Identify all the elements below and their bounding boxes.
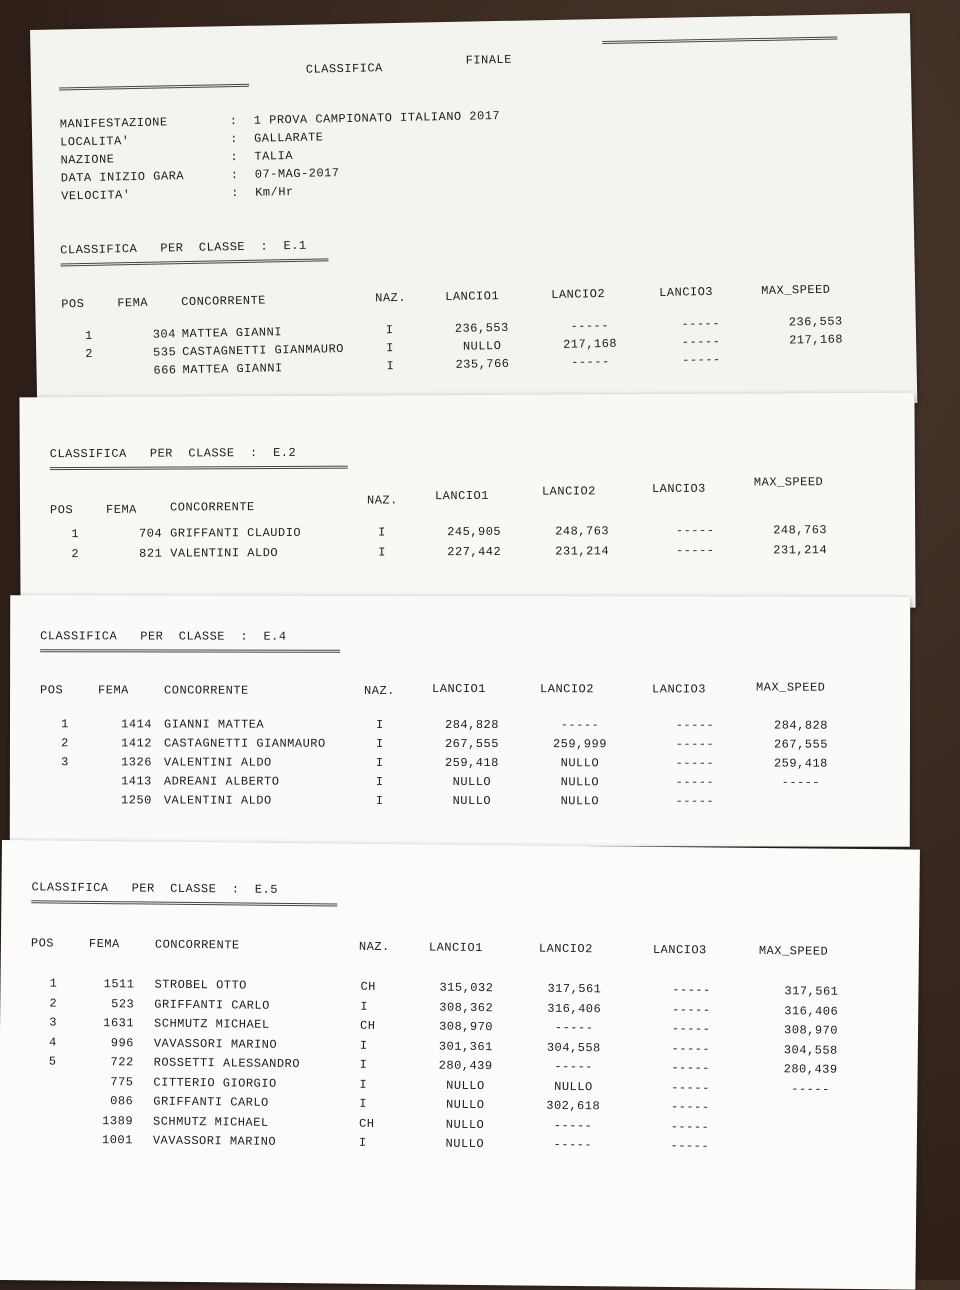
row-fema: 722 (90, 1055, 134, 1069)
row-max-speed: 284,828 (756, 719, 846, 733)
row-naz: I (376, 737, 384, 751)
row-concorrente: VAVASSORI MARINO (154, 1036, 277, 1051)
row-fema: 1631 (90, 1016, 134, 1030)
row-concorrente: VALENTINI ALDO (170, 546, 278, 561)
col-lancio2: LANCIO2 (539, 942, 593, 957)
row-lancio1: 236,553 (442, 321, 522, 337)
row-lancio1: NULLO (425, 1117, 505, 1132)
col-max-speed: MAX_SPEED (754, 475, 823, 489)
row-concorrente: CASTAGNETTI GIANMAURO (182, 342, 344, 359)
row-lancio2: 302,618 (533, 1099, 613, 1114)
row-pos: 1 (58, 717, 72, 731)
row-lancio1: NULLO (442, 339, 522, 355)
row-max-speed (765, 1121, 855, 1122)
row-lancio2: ----- (533, 1138, 613, 1153)
row-fema: 775 (89, 1074, 133, 1088)
row-concorrente: GRIFFANTI CLAUDIO (170, 526, 301, 541)
row-concorrente: VALENTINI ALDO (164, 793, 272, 807)
row-max-speed: 267,555 (756, 738, 846, 752)
row-lancio1: NULLO (425, 1136, 505, 1151)
row-fema: 821 (118, 547, 162, 561)
row-naz: I (376, 794, 384, 808)
row-max-speed: 317,561 (766, 984, 856, 999)
row-lancio3: ----- (660, 756, 730, 770)
row-lancio2: 317,561 (534, 982, 614, 997)
row-lancio3: ----- (660, 737, 730, 751)
header-title-right: FINALE (466, 53, 512, 68)
row-concorrente: CITTERIO GIORGIO (153, 1075, 276, 1090)
row-max-speed: ----- (765, 1082, 855, 1097)
row-lancio3: ----- (656, 1002, 726, 1017)
field-label-manifestazione: MANIFESTAZIONE (60, 115, 168, 131)
row-lancio3: ----- (660, 544, 730, 558)
col-concorrente: CONCORRENTE (181, 294, 266, 310)
row-lancio1: 308,362 (426, 1000, 506, 1015)
row-lancio3: ----- (656, 1041, 726, 1056)
row-fema: 996 (90, 1035, 134, 1049)
row-naz: I (359, 1097, 367, 1111)
row-fema: 666 (132, 363, 176, 378)
class-title-rule (40, 649, 340, 656)
col-concorrente: CONCORRENTE (164, 683, 249, 697)
row-naz: CH (359, 1116, 375, 1130)
field-label-velocita: VELOCITA' (61, 188, 131, 203)
row-max-speed (765, 1101, 855, 1102)
header-rule-right (602, 37, 837, 48)
field-colon: : (230, 150, 238, 164)
results-sheet-e2 (19, 393, 915, 613)
row-lancio3: ----- (666, 352, 736, 367)
class-rows (30, 13, 910, 30)
row-lancio1: NULLO (425, 1078, 505, 1093)
row-lancio3: ----- (656, 983, 726, 998)
row-naz: I (376, 775, 384, 789)
row-lancio2: ----- (534, 1021, 614, 1036)
row-naz: I (376, 756, 384, 770)
row-pos: 4 (46, 1035, 60, 1049)
col-fema: FEMA (98, 683, 129, 697)
row-max-speed: ----- (756, 776, 846, 790)
col-naz: NAZ. (367, 493, 398, 507)
row-max-speed: 280,439 (766, 1062, 856, 1077)
col-pos: POS (61, 297, 84, 311)
row-lancio3: ----- (660, 718, 730, 732)
row-pos: 2 (58, 736, 72, 750)
row-pos: 2 (68, 547, 82, 561)
col-lancio2: LANCIO2 (540, 682, 594, 696)
class-title: CLASSIFICA PER CLASSE : E.1 (60, 239, 307, 258)
row-lancio1: 267,555 (432, 737, 512, 751)
field-colon: : (231, 186, 239, 200)
class-title-rule (50, 466, 348, 474)
row-lancio3: ----- (655, 1100, 725, 1115)
col-lancio1: LANCIO1 (432, 682, 486, 696)
row-max-speed: 308,970 (766, 1023, 856, 1038)
row-naz: I (360, 999, 368, 1013)
col-fema: FEMA (117, 296, 148, 311)
col-lancio1: LANCIO1 (445, 289, 499, 304)
row-max-speed: 316,406 (766, 1004, 856, 1019)
row-fema: 1326 (108, 755, 152, 769)
row-naz: I (386, 341, 394, 355)
row-lancio2: 304,558 (534, 1040, 614, 1055)
row-fema: 1413 (108, 774, 152, 788)
row-max-speed (765, 1140, 855, 1141)
col-pos: POS (40, 683, 63, 697)
row-naz: CH (360, 980, 376, 994)
row-lancio3: ----- (655, 1139, 725, 1154)
row-lancio2: NULLO (540, 794, 620, 808)
row-concorrente: GIANNI MATTEA (164, 717, 264, 731)
results-sheet-e1 (30, 13, 917, 420)
row-lancio2: 259,999 (540, 737, 620, 751)
field-colon: : (230, 132, 238, 146)
col-fema: FEMA (89, 937, 120, 951)
row-lancio3: ----- (660, 524, 730, 538)
row-lancio2: ----- (534, 1060, 614, 1075)
col-lancio3: LANCIO3 (659, 285, 713, 300)
row-max-speed: 304,558 (766, 1043, 856, 1058)
row-lancio3: ----- (660, 794, 730, 808)
row-naz: CH (360, 1019, 376, 1033)
col-lancio2: LANCIO2 (551, 287, 605, 302)
row-naz: I (360, 1058, 368, 1072)
results-sheet-e5 (0, 840, 920, 1290)
row-naz: I (360, 1038, 368, 1052)
row-pos: 1 (82, 329, 96, 343)
row-naz: I (359, 1077, 367, 1091)
row-lancio1: 284,828 (432, 718, 512, 732)
col-concorrente: CONCORRENTE (170, 500, 255, 514)
row-lancio2: 231,214 (542, 544, 622, 558)
field-label-nazione: NAZIONE (60, 152, 114, 167)
col-lancio3: LANCIO3 (652, 682, 706, 696)
col-lancio1: LANCIO1 (429, 940, 483, 955)
col-naz: NAZ. (359, 940, 390, 954)
col-max-speed: MAX_SPEED (761, 283, 831, 298)
row-lancio2: NULLO (540, 775, 620, 789)
row-concorrente: STROBEL OTTO (154, 978, 247, 993)
row-max-speed: 231,214 (755, 543, 845, 557)
row-lancio2: NULLO (533, 1079, 613, 1094)
row-lancio1: NULLO (432, 775, 512, 789)
row-pos: 3 (58, 755, 72, 769)
col-max-speed: MAX_SPEED (759, 944, 828, 959)
field-value-nazione: TALIA (254, 149, 293, 164)
row-concorrente: ADREANI ALBERTO (164, 774, 280, 788)
row-lancio3: ----- (656, 1022, 726, 1037)
field-value-localita: GALLARATE (254, 130, 324, 145)
row-pos: 2 (82, 347, 96, 361)
class-title: CLASSIFICA PER CLASSE : E.2 (50, 446, 297, 461)
row-naz: I (386, 323, 394, 337)
row-lancio3: ----- (655, 1119, 725, 1134)
row-lancio2: 316,406 (534, 1001, 614, 1016)
row-lancio3: ----- (666, 335, 736, 350)
row-lancio3: ----- (666, 317, 736, 332)
row-pos: 1 (46, 976, 60, 990)
row-lancio1: 301,361 (426, 1039, 506, 1054)
col-concorrente: CONCORRENTE (155, 938, 240, 953)
row-lancio1: 259,418 (432, 756, 512, 770)
row-fema: 1389 (89, 1113, 133, 1127)
row-concorrente: MATTEA GIANNI (182, 361, 282, 377)
row-lancio1: 227,442 (434, 545, 514, 559)
col-naz: NAZ. (364, 684, 395, 698)
header-title-left: CLASSIFICA (306, 61, 383, 76)
row-lancio1: 235,766 (442, 357, 522, 373)
row-concorrente: VALENTINI ALDO (164, 755, 272, 769)
row-fema: 1414 (108, 717, 152, 731)
row-lancio2: 217,168 (550, 337, 630, 353)
results-sheet-e4 (10, 595, 910, 847)
row-naz: I (359, 1136, 367, 1150)
col-pos: POS (50, 503, 73, 517)
class-title-rule (60, 258, 328, 269)
row-fema: 1412 (108, 736, 152, 750)
row-naz: I (378, 525, 386, 539)
col-max-speed: MAX_SPEED (756, 681, 825, 695)
header-rule-left (59, 84, 249, 94)
row-pos: 3 (46, 1015, 60, 1029)
row-fema: 535 (132, 345, 176, 360)
row-lancio3: ----- (656, 1061, 726, 1076)
row-concorrente: SCHMUTZ MICHAEL (154, 1017, 270, 1032)
row-pos: 1 (68, 527, 82, 541)
row-concorrente: SCHMUTZ MICHAEL (153, 1114, 269, 1129)
class-title: CLASSIFICA PER CLASSE : E.4 (40, 629, 286, 643)
row-lancio1: 280,439 (426, 1058, 506, 1073)
row-fema: 523 (90, 996, 134, 1010)
row-max-speed (771, 350, 861, 352)
row-pos: 2 (46, 996, 60, 1010)
row-naz: I (386, 359, 394, 373)
col-lancio3: LANCIO3 (653, 943, 707, 958)
row-lancio1: NULLO (432, 794, 512, 808)
row-fema: 304 (132, 327, 176, 342)
row-concorrente: CASTAGNETTI GIANMAURO (164, 736, 326, 750)
row-max-speed: 248,763 (755, 523, 845, 537)
row-lancio2: NULLO (540, 756, 620, 770)
field-value-velocita: Km/Hr (255, 185, 294, 200)
field-value-manifestazione: 1 PROVA CAMPIONATO ITALIANO 2017 (254, 109, 501, 128)
row-concorrente: GRIFFANTI CARLO (154, 997, 270, 1012)
row-lancio2: ----- (550, 319, 630, 335)
col-lancio2: LANCIO2 (542, 484, 596, 498)
row-lancio1: 308,970 (426, 1019, 506, 1034)
row-fema: 086 (89, 1094, 133, 1108)
row-max-speed: 236,553 (771, 314, 861, 330)
row-max-speed: 259,418 (756, 757, 846, 771)
field-colon: : (230, 114, 238, 128)
row-naz: I (376, 718, 384, 732)
col-lancio1: LANCIO1 (435, 489, 489, 503)
row-lancio3: ----- (660, 775, 730, 789)
row-fema: 1511 (90, 977, 134, 991)
row-lancio1: NULLO (425, 1097, 505, 1112)
row-concorrente: VAVASSORI MARINO (153, 1134, 276, 1149)
col-naz: NAZ. (375, 291, 406, 306)
row-fema: 704 (118, 527, 162, 541)
row-concorrente: ROSSETTI ALESSANDRO (154, 1056, 300, 1072)
class-title: CLASSIFICA PER CLASSE : E.5 (31, 880, 278, 897)
row-pos: 5 (46, 1054, 60, 1068)
field-label-data: DATA INIZIO GARA (61, 169, 184, 185)
field-label-localita: LOCALITA' (60, 134, 130, 149)
row-lancio1: 245,905 (434, 525, 514, 539)
row-lancio2: ----- (550, 355, 630, 371)
row-fema: 1001 (89, 1133, 133, 1147)
row-lancio2: ----- (540, 718, 620, 732)
col-fema: FEMA (106, 503, 137, 517)
col-pos: POS (31, 936, 54, 950)
field-colon: : (231, 168, 239, 182)
class-title-rule (31, 900, 337, 909)
row-lancio3: ----- (655, 1080, 725, 1095)
row-lancio2: 248,763 (542, 524, 622, 538)
row-lancio2: ----- (533, 1118, 613, 1133)
row-lancio1: 315,032 (426, 980, 506, 995)
col-lancio3: LANCIO3 (652, 482, 706, 496)
row-naz: I (378, 545, 386, 559)
row-concorrente: GRIFFANTI CARLO (153, 1095, 269, 1110)
row-fema: 1250 (108, 793, 152, 807)
row-max-speed: 217,168 (771, 332, 861, 348)
field-value-data: 07-MAG-2017 (255, 166, 340, 182)
row-concorrente: MATTEA GIANNI (182, 325, 282, 341)
